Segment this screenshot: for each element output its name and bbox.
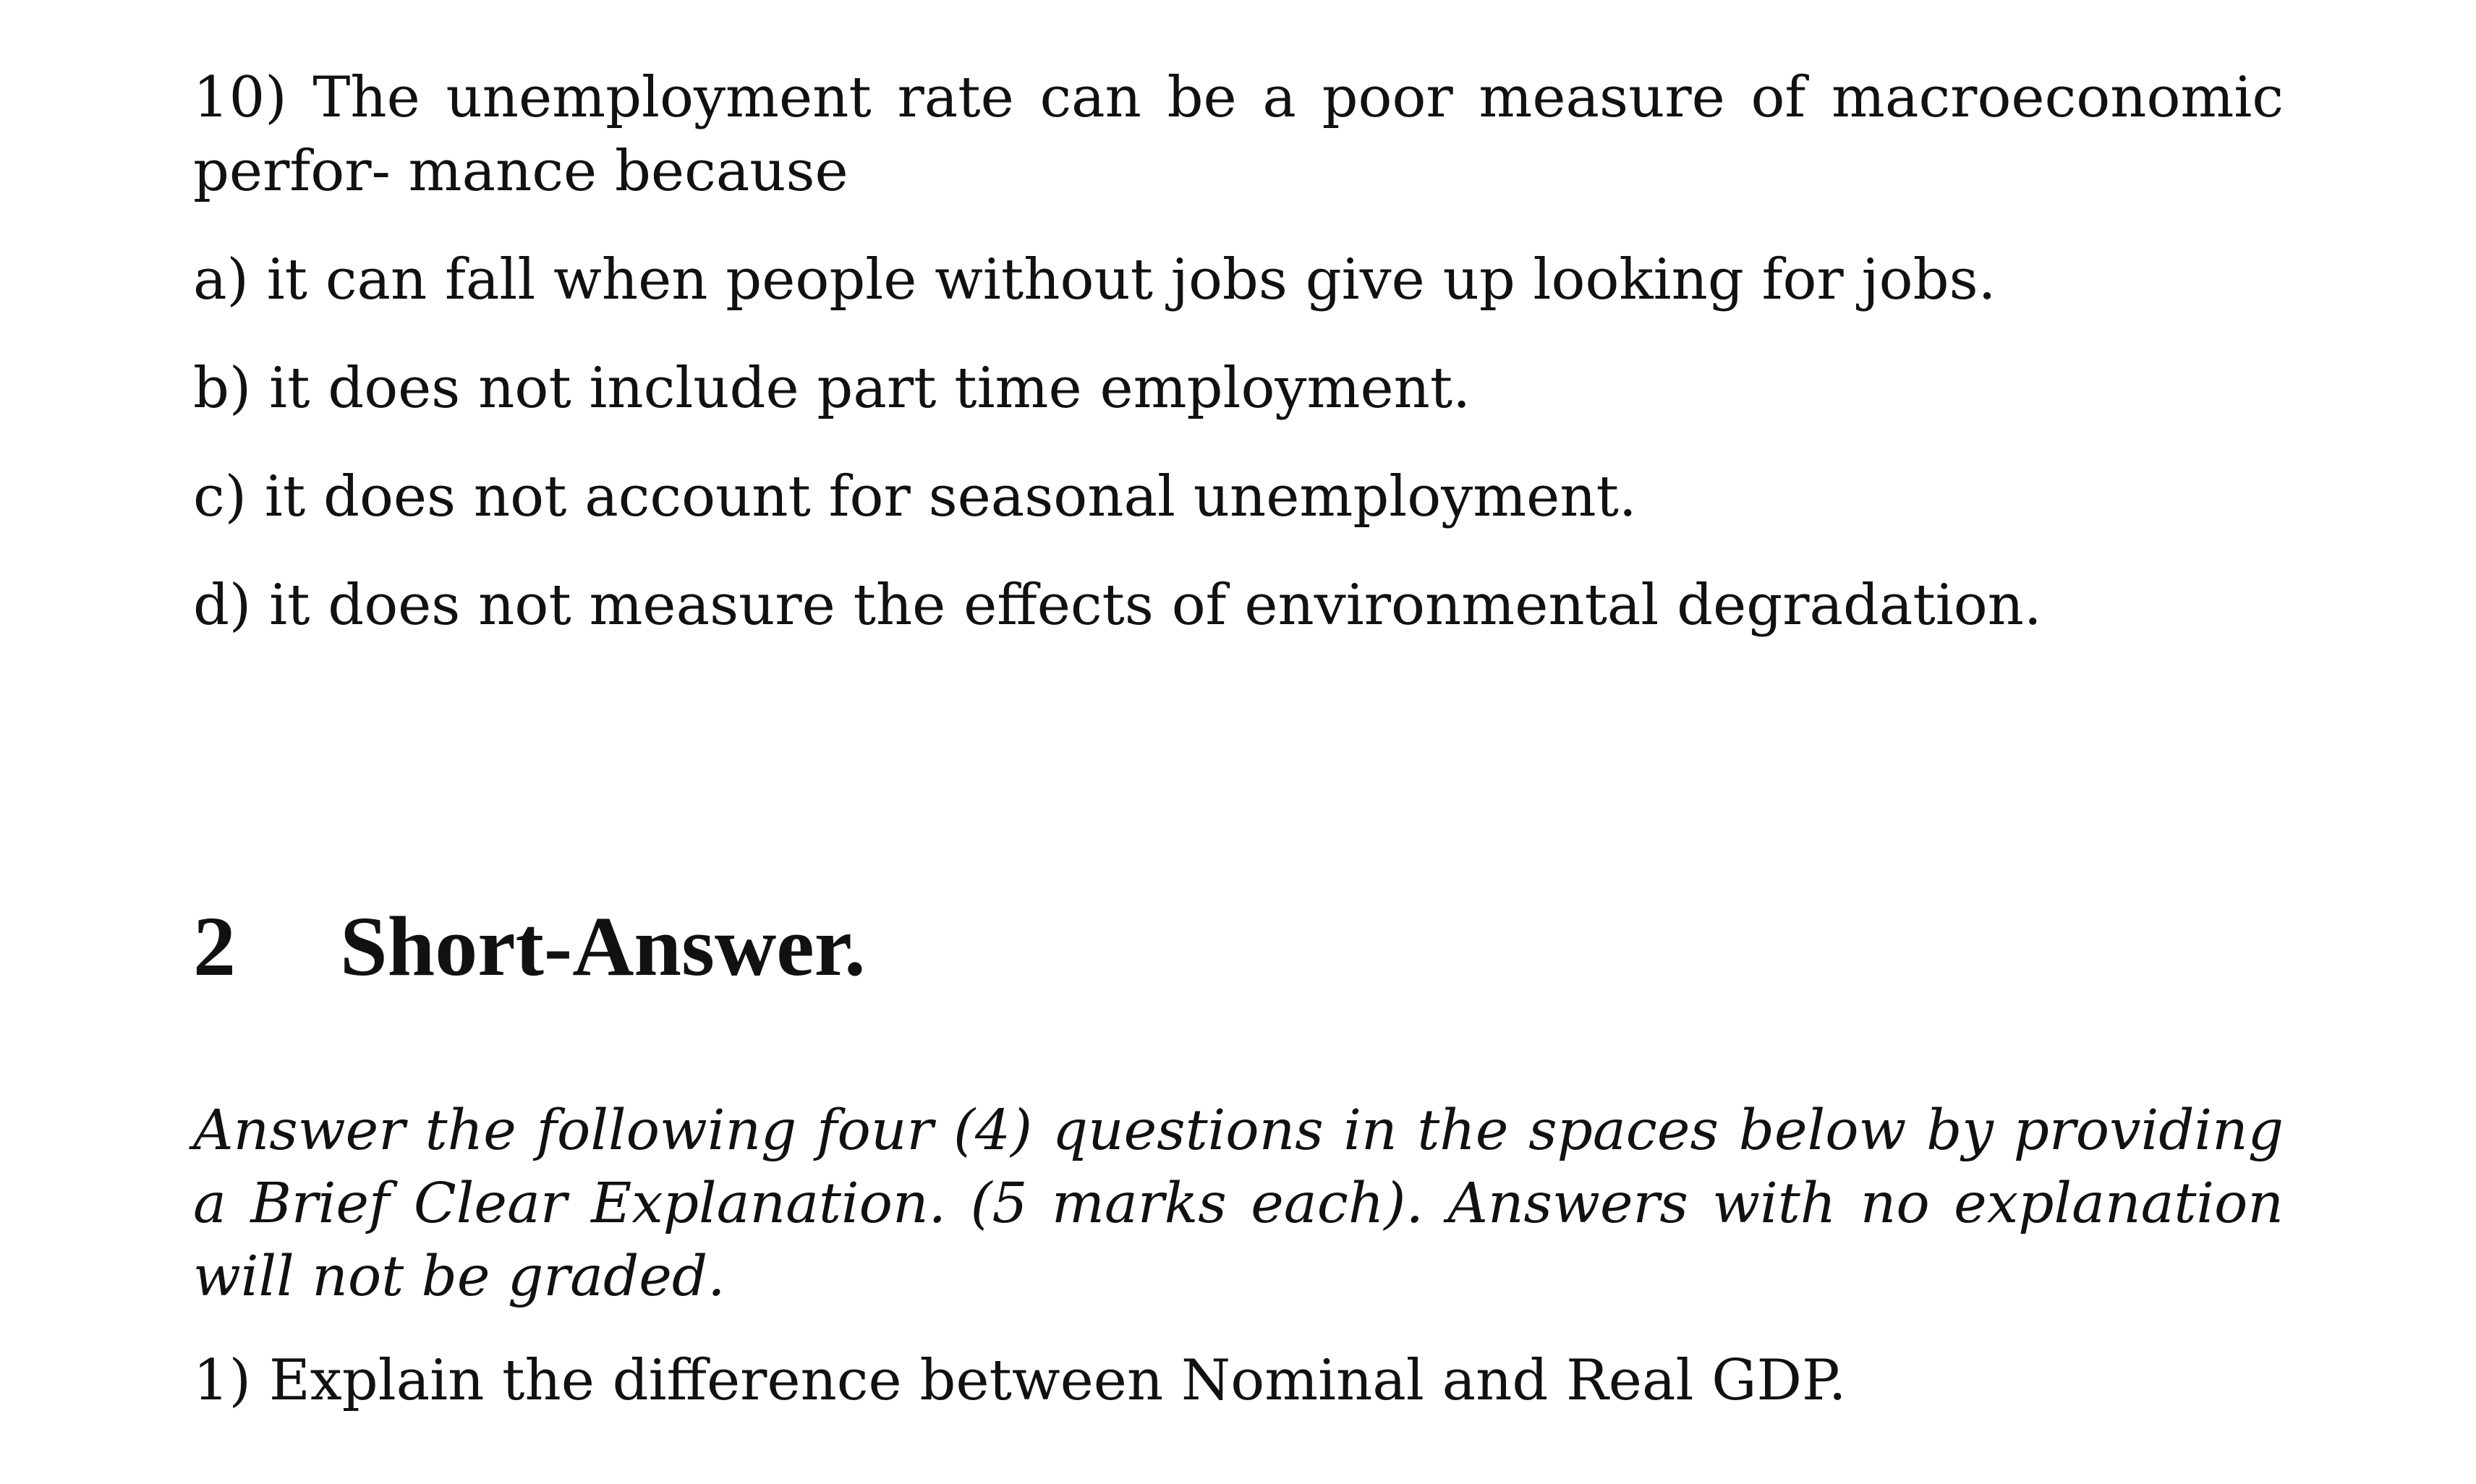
- answer-option-b: [193, 351, 2284, 425]
- answer-option-a: [193, 243, 2284, 317]
- option-text: it does not measure the effects of environmental degradation.: [269, 573, 2042, 638]
- section-heading: [193, 896, 866, 997]
- section-title: Short-Answer.: [340, 899, 866, 994]
- answer-option-c: [193, 460, 2284, 534]
- multiple-choice-question: [193, 61, 2284, 642]
- option-text: it does not include part time employment.: [269, 356, 1471, 421]
- section-number: 2: [193, 899, 236, 994]
- question-number: 10): [193, 65, 287, 130]
- question-number: 1): [193, 1348, 252, 1413]
- short-answer-question: [193, 1344, 1847, 1417]
- option-label: b): [193, 356, 252, 421]
- option-label: a): [193, 247, 249, 312]
- section-instructions: Answer the following four (4) questions in the spaces below by providing a Brief Clear Explanation. (5 marks each). Answers with no explanation will not be graded.: [193, 1099, 2284, 1309]
- option-text: it can fall when people without jobs give up looking for jobs.: [266, 247, 1996, 312]
- question-stem: [193, 61, 2284, 208]
- option-label: c): [193, 464, 247, 529]
- option-text: it does not account for seasonal unemployment.: [264, 464, 1637, 529]
- question-text: The unemployment rate can be a poor measure of macroeconomic perfor- mance because: [193, 65, 2284, 204]
- question-text: Explain the difference between Nominal and Real GDP.: [268, 1348, 1847, 1413]
- answer-option-d: [193, 568, 2284, 642]
- option-label: d): [193, 573, 252, 638]
